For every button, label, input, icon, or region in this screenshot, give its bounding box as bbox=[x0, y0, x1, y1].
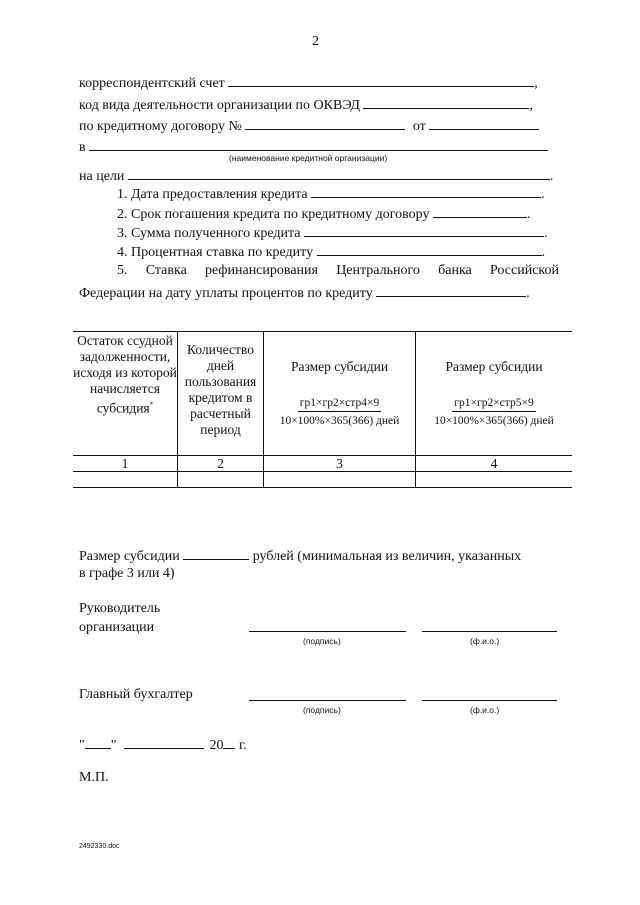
head-name-line[interactable] bbox=[422, 631, 557, 632]
accountant-title: Главный бухгалтер bbox=[79, 687, 193, 702]
item-5-line-1: 5. Ставка рефинансирования Центрального банка Российской bbox=[117, 263, 559, 278]
item-2-label: 2. Срок погашения кредита по кредитному договору bbox=[117, 207, 430, 222]
subsidy-suffix: рублей (минимальная из величин, указанных bbox=[252, 549, 522, 564]
subsidy-prefix: Размер субсидии bbox=[79, 549, 180, 564]
accountant-name-caption: (ф.и.о.) bbox=[470, 705, 500, 715]
col1-header: Остаток ссудной задолженности, исходя из которой начисляется субсидия* bbox=[73, 333, 177, 416]
item-3: 3. Сумма полученного кредита . bbox=[117, 226, 548, 241]
item-5-label: Федерации на дату уплаты процентов по кредиту bbox=[79, 286, 373, 301]
col2-header: Количество дней пользования кредитом в расчетный период bbox=[184, 342, 257, 437]
purpose-blank[interactable] bbox=[128, 167, 550, 180]
corr-account-blank[interactable] bbox=[228, 74, 534, 87]
col-number-3: 3 bbox=[336, 456, 343, 471]
bank-caption: (наименование кредитной организации) bbox=[229, 153, 388, 163]
col4-numerator: гр1×гр2×стр5×9 bbox=[452, 396, 535, 412]
item-2-blank[interactable] bbox=[433, 205, 527, 218]
subsidy-amount-line bbox=[79, 547, 521, 565]
item-3-blank[interactable] bbox=[304, 224, 544, 237]
col3-denominator: 10×100%×365(366) дней bbox=[279, 415, 400, 427]
footer-filename: 2492330.doc bbox=[79, 843, 120, 850]
item-2: 2. Срок погашения кредита по кредитному договору . bbox=[117, 207, 531, 222]
item-1-label: 1. Дата предоставления кредита bbox=[117, 187, 308, 202]
footnote-mark: * bbox=[149, 401, 154, 409]
corr-account-label: корреспондентский счет bbox=[79, 76, 225, 91]
year-blank[interactable] bbox=[223, 736, 235, 749]
col-number-2: 2 bbox=[217, 456, 224, 471]
accountant-signature-line[interactable] bbox=[249, 700, 406, 701]
accountant-signature-caption: (подпись) bbox=[303, 705, 341, 715]
col4-title: Размер субсидии bbox=[445, 359, 543, 374]
stamp-place: М.П. bbox=[79, 770, 109, 785]
contract-number-blank[interactable] bbox=[245, 117, 405, 130]
item-4-label: 4. Процентная ставка по кредиту bbox=[117, 245, 314, 260]
accountant-name-line[interactable] bbox=[422, 700, 557, 701]
col-number-4: 4 bbox=[490, 456, 498, 471]
col3-numerator: гр1×гр2×стр4×9 bbox=[298, 396, 381, 412]
year-prefix: 20 bbox=[209, 738, 224, 753]
col4-formula bbox=[416, 393, 572, 428]
item-4: 4. Процентная ставка по кредиту . bbox=[117, 245, 546, 260]
okved-label: код вида деятельности организации по ОКВЭД bbox=[79, 98, 360, 113]
day-blank[interactable] bbox=[85, 736, 111, 749]
bank-blank[interactable] bbox=[89, 138, 548, 151]
item-1: 1. Дата предоставления кредита . bbox=[117, 187, 545, 202]
head-signature-caption: (подпись) bbox=[303, 636, 341, 646]
purpose-line: на цели . bbox=[79, 169, 554, 184]
col4-denominator: 10×100%×365(366) дней bbox=[434, 415, 554, 427]
page-number: 2 bbox=[312, 34, 319, 49]
date-line: " " 20 г. bbox=[79, 738, 247, 753]
head-title-2: организации bbox=[79, 620, 155, 635]
subsidy-amount-blank[interactable] bbox=[183, 547, 249, 560]
subsidy-line-2: в графе 3 или 4) bbox=[79, 566, 175, 581]
item-1-blank[interactable] bbox=[311, 185, 541, 198]
month-blank[interactable] bbox=[124, 736, 204, 749]
item-4-blank[interactable] bbox=[317, 243, 542, 256]
col-number-1: 1 bbox=[121, 456, 129, 471]
contract-date-blank[interactable] bbox=[429, 117, 539, 130]
corr-account-line: корреспондентский счет , bbox=[79, 76, 538, 91]
col3-formula bbox=[264, 393, 415, 428]
col3-title: Размер субсидии bbox=[290, 359, 389, 374]
okved-blank[interactable] bbox=[363, 96, 529, 109]
okved-line: код вида деятельности организации по ОКВЭД , bbox=[79, 98, 533, 113]
credit-contract-label: по кредитному договору № bbox=[79, 119, 242, 134]
head-signature-line[interactable] bbox=[249, 631, 406, 632]
from-label: от bbox=[412, 119, 426, 134]
head-title-1: Руководитель bbox=[79, 601, 161, 616]
item-5-blank[interactable] bbox=[376, 284, 526, 297]
item-3-label: 3. Сумма полученного кредита bbox=[117, 226, 301, 241]
credit-contract-line bbox=[79, 117, 539, 135]
item-5-line-2: Федерации на дату уплаты процентов по кредиту . bbox=[79, 286, 530, 301]
head-name-caption: (ф.и.о.) bbox=[470, 636, 500, 646]
purpose-label: на цели bbox=[79, 169, 125, 184]
year-suffix: г. bbox=[238, 738, 247, 753]
in-label: в bbox=[79, 140, 86, 155]
